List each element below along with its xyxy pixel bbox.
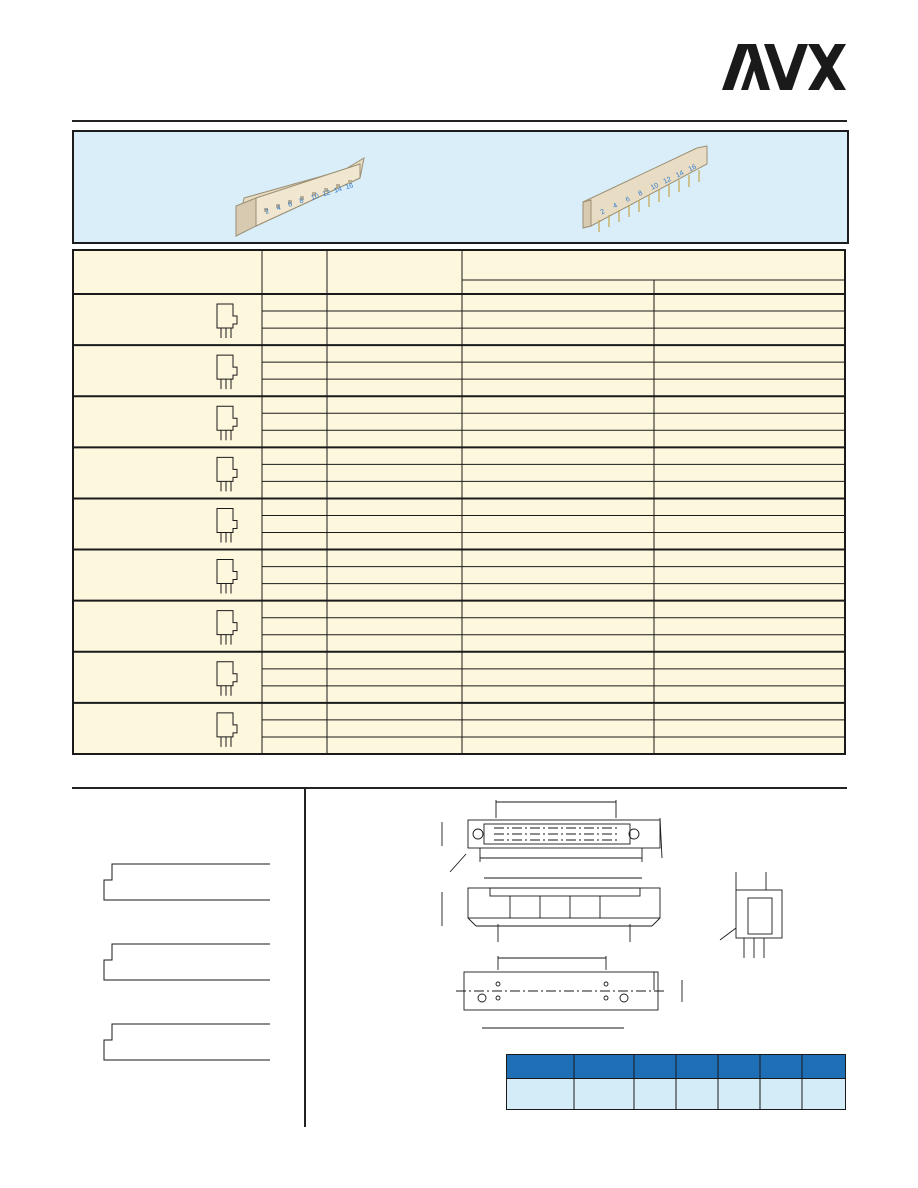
section-rule bbox=[72, 787, 847, 789]
connector-photos bbox=[74, 132, 847, 242]
photo2-label: 8 bbox=[637, 189, 644, 198]
dimensions-table bbox=[506, 1054, 847, 1111]
male-connector-photo bbox=[583, 146, 707, 232]
photo2-label: 10 bbox=[649, 181, 660, 192]
photo1-label: 6 bbox=[287, 201, 294, 209]
header-rule bbox=[72, 120, 847, 122]
photo2-label: 14 bbox=[675, 169, 686, 180]
photo2-label: 2 bbox=[599, 208, 607, 217]
photo2-label: 4 bbox=[612, 202, 619, 211]
photo1-label: 4 bbox=[275, 204, 282, 213]
photo2-label: 16 bbox=[687, 163, 698, 174]
profile-3 bbox=[104, 1024, 270, 1060]
photo1-label: 2 bbox=[264, 208, 271, 216]
connector-photo-panel bbox=[72, 130, 849, 244]
avx-logo bbox=[722, 44, 846, 90]
contact-profiles bbox=[90, 850, 280, 1070]
photo2-label: 12 bbox=[662, 175, 673, 186]
technical-drawing bbox=[420, 790, 840, 1040]
photo1-label: 14 bbox=[333, 185, 343, 195]
profile-1 bbox=[104, 864, 270, 900]
photo1-label: 12 bbox=[321, 189, 332, 199]
photo2-label: 6 bbox=[624, 195, 632, 204]
photo1-label: 8 bbox=[298, 197, 305, 206]
photo1-label: 16 bbox=[344, 182, 355, 192]
profile-2 bbox=[104, 944, 270, 980]
section-divider bbox=[304, 789, 306, 1127]
ordering-table bbox=[72, 249, 847, 757]
female-connector-photo bbox=[236, 158, 364, 236]
photo1-label: 10 bbox=[310, 192, 320, 202]
